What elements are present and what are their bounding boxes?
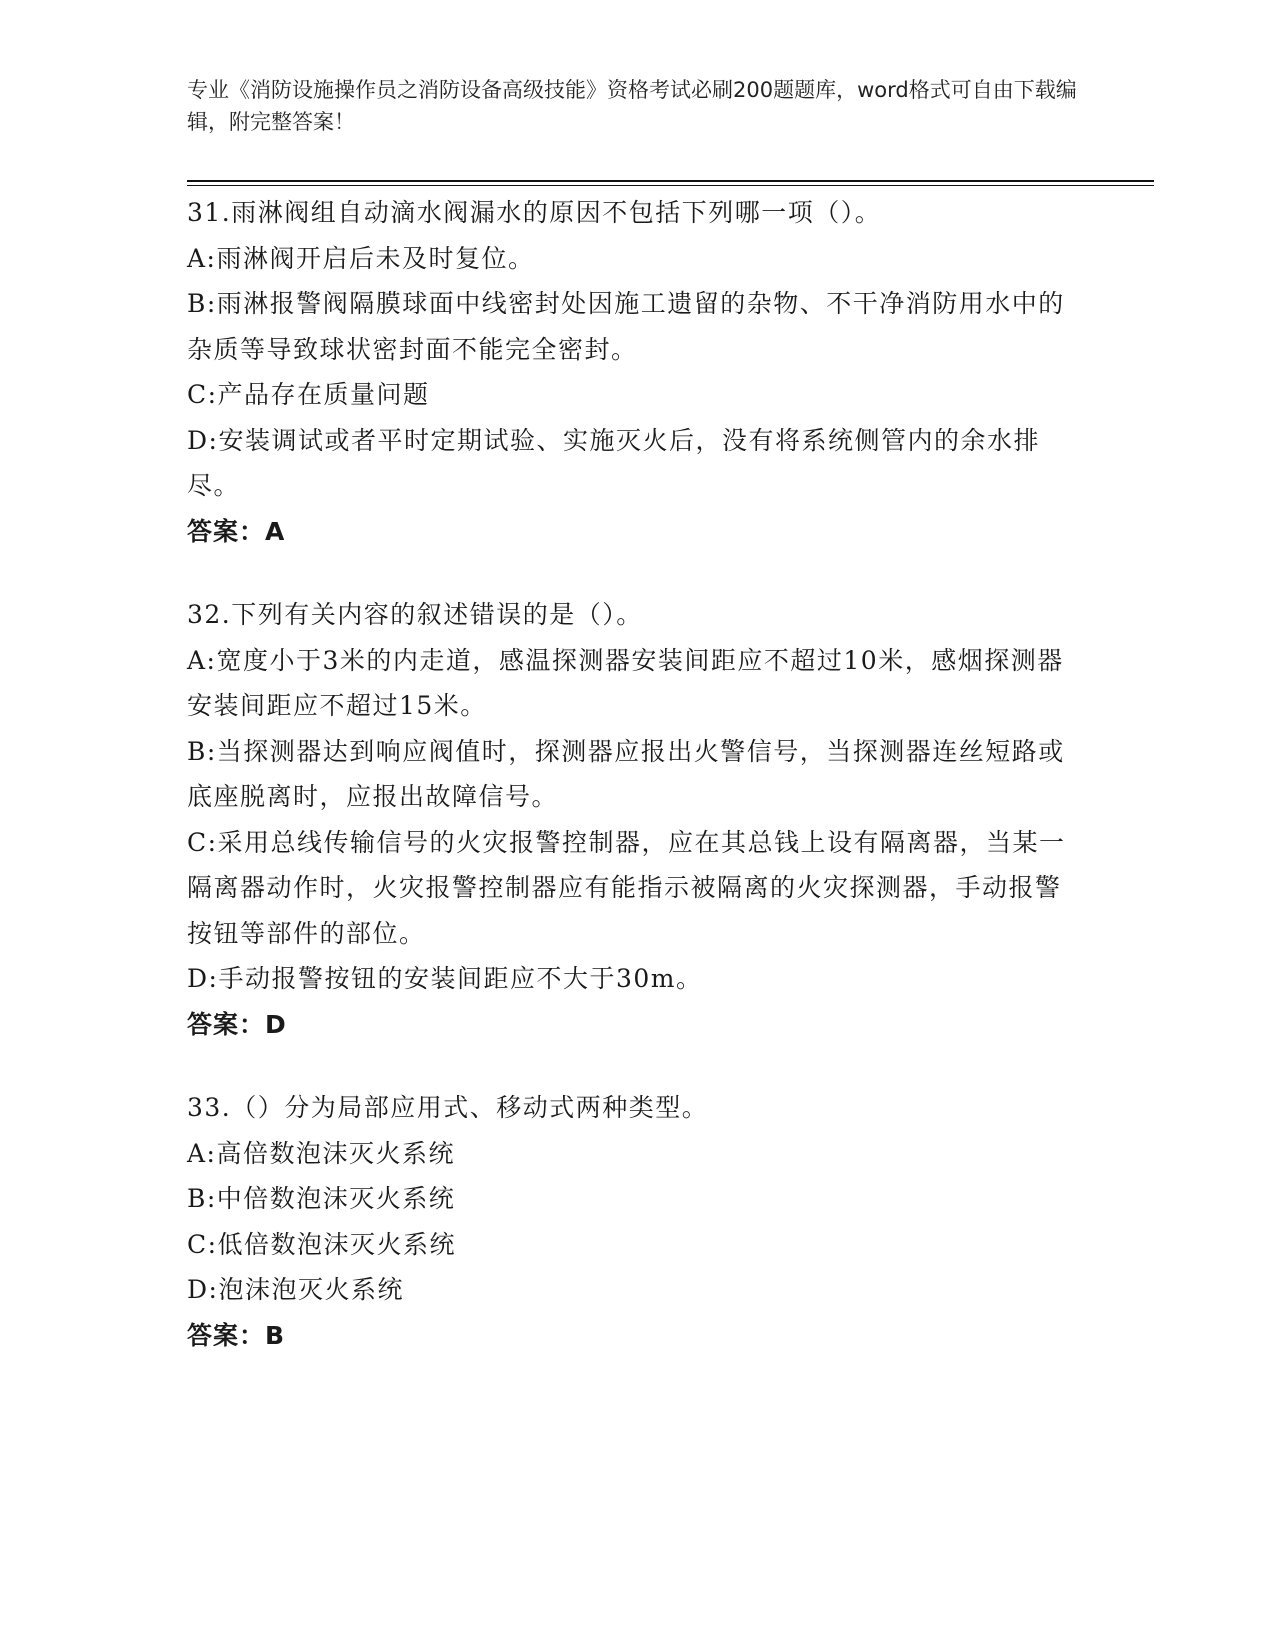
question-32 bbox=[187, 592, 1077, 1047]
answer-label: 答案：B bbox=[187, 1320, 286, 1350]
option-d: D:安装调试或者平时定期试验、实施灭火后，没有将系统侧管内的余水排尽。 bbox=[187, 425, 1040, 500]
question-stem: 33.（）分为局部应用式、移动式两种类型。 bbox=[187, 1093, 709, 1122]
question-stem: 31.雨淋阀组自动滴水阀漏水的原因不包括下列哪一项（）。 bbox=[187, 198, 882, 227]
document-header: 专业《消防设施操作员之消防设备高级技能》资格考试必刷200题题库，word格式可自由下载编辑，附完整答案！ bbox=[187, 78, 1077, 134]
option-b: B:雨淋报警阀隔膜球面中线密封处因施工遗留的杂物、不干净消防用水中的杂质等导致球状密封面不能完全密封。 bbox=[187, 289, 1065, 364]
answer-label: 答案：A bbox=[187, 516, 286, 546]
option-a: A:高倍数泡沫灭火系统 bbox=[187, 1138, 455, 1168]
option-a: A:宽度小于3米的内走道，感温探测器安装间距应不超过10米，感烟探测器安装间距应不超过15米。 bbox=[187, 645, 1064, 720]
option-c: C:产品存在质量问题 bbox=[187, 380, 430, 409]
option-b: B:当探测器达到响应阀值时，探测器应报出火警信号，当探测器连丝短路或底座脱离时，应报出故障信号。 bbox=[187, 736, 1065, 811]
option-a: A:雨淋阀开启后未及时复位。 bbox=[187, 243, 535, 273]
header-divider-thick bbox=[187, 180, 1154, 182]
option-d: D:泡沫泡灭火系统 bbox=[187, 1275, 404, 1304]
option-b: B:中倍数泡沫灭火系统 bbox=[187, 1184, 456, 1213]
option-c: C:低倍数泡沫灭火系统 bbox=[187, 1229, 457, 1259]
question-stem: 32.下列有关内容的叙述错误的是（）。 bbox=[187, 600, 643, 629]
header-divider-thin bbox=[187, 185, 1154, 186]
option-d: D:手动报警按钮的安装间距应不大于30m。 bbox=[187, 964, 703, 993]
option-c: C:采用总线传输信号的火灾报警控制器，应在其总钱上设有隔离器，当某一隔离器动作时，火灾报警控制器应有能指示被隔离的火灾探测器，手动报警按钮等部件的部位。 bbox=[187, 827, 1066, 948]
question-31 bbox=[187, 190, 1077, 554]
question-33 bbox=[187, 1085, 1077, 1358]
question-list bbox=[187, 190, 1077, 1396]
answer-label: 答案：D bbox=[187, 1009, 287, 1039]
